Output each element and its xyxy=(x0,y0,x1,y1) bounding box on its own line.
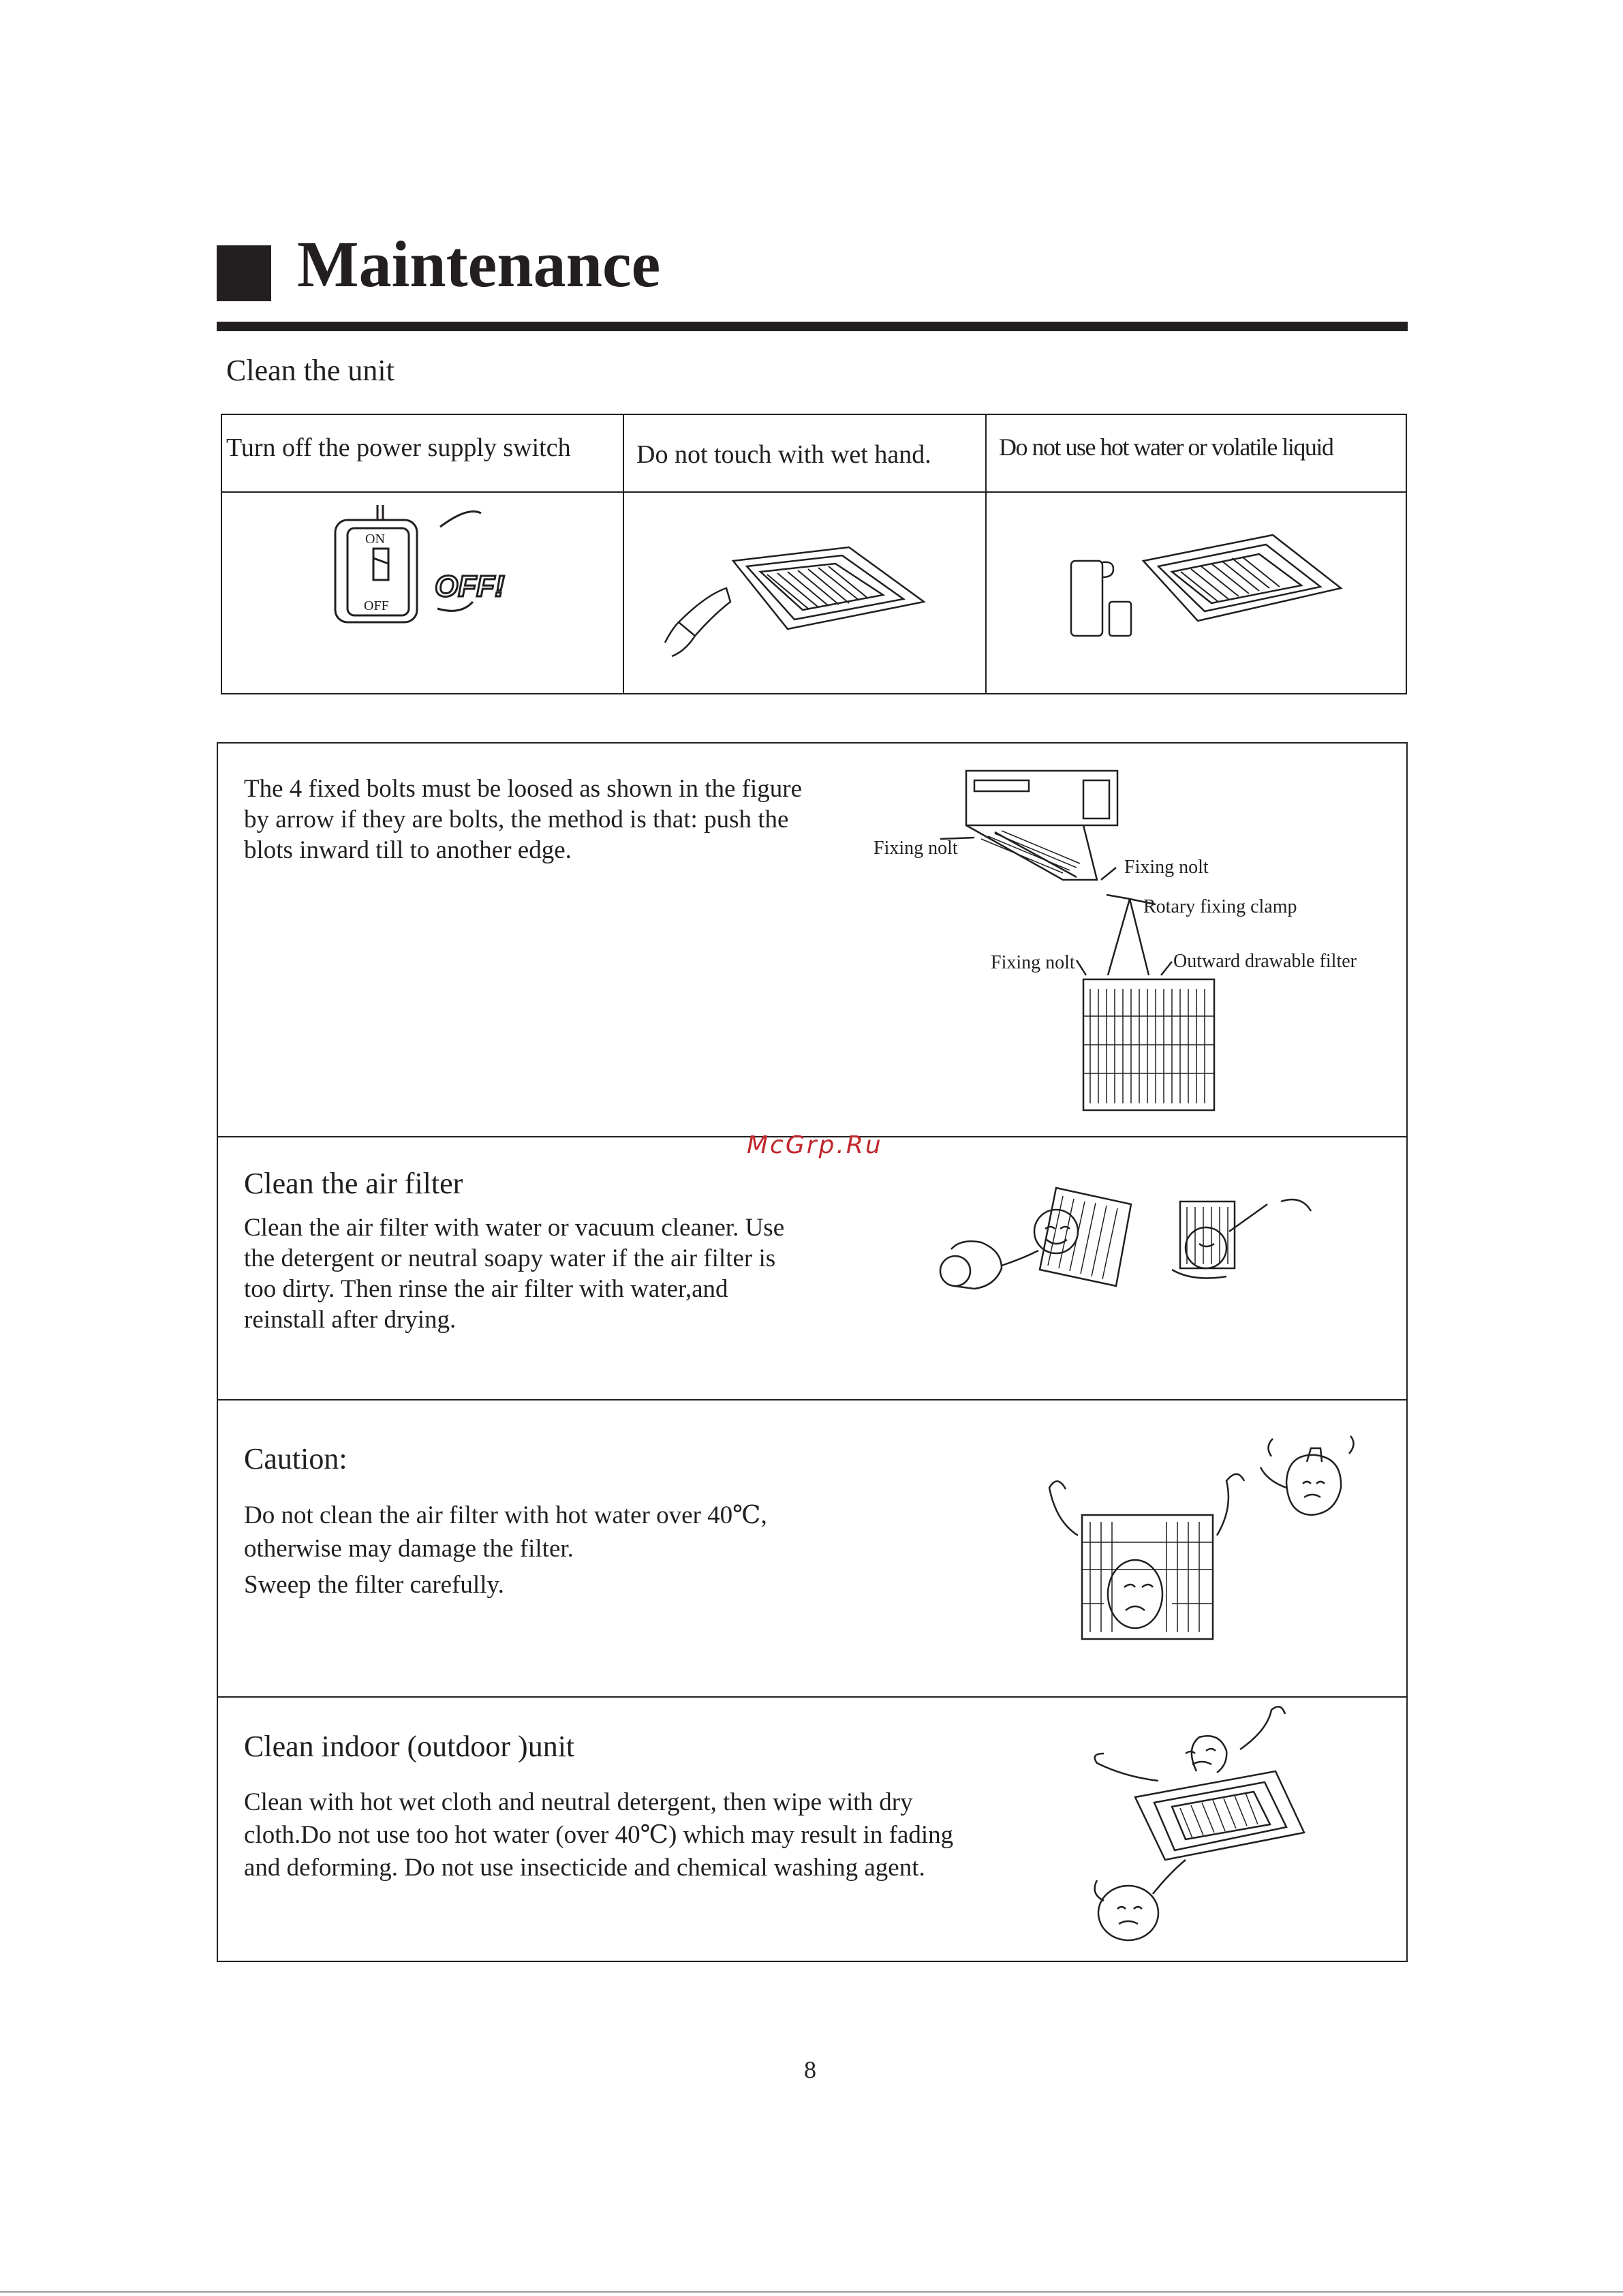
label-fixing-nolt: Fixing nolt xyxy=(991,952,1075,973)
wet-hand-illustration xyxy=(624,493,985,694)
bolts-instructions: The 4 fixed bolts must be loosed as shown in the figure by arrow if they are bolts, the method is that: push the blots inward till to another edge. xyxy=(244,775,803,864)
indoor-unit-title: Clean indoor (outdoor )unit xyxy=(244,1730,575,1763)
bottle-icon xyxy=(987,493,1407,694)
caption-power-switch: Turn off the power supply switch xyxy=(226,433,571,462)
air-filter-instructions: Clean the air filter with water or vacuum cleaner. Use the detergent or neutral soapy water if the air filter is too dirty. Then rinse the air filter with water,and reinstall after drying. xyxy=(244,1214,785,1334)
caution-sweep-text: Sweep the filter carefully. xyxy=(244,1571,504,1599)
wiping-unit-illustration xyxy=(218,1696,1409,1962)
header-rule xyxy=(217,322,1408,331)
caution-text: Do not clean the air filter with hot water over 40℃, otherwise may damage the filter. xyxy=(244,1501,767,1563)
power-switch-illustration xyxy=(222,493,623,694)
caption-wet-hand: Do not touch with wet hand. xyxy=(636,440,931,469)
switch-on-label: ON xyxy=(365,532,385,547)
precautions-table xyxy=(221,414,1407,694)
watermark: McGrp.Ru xyxy=(747,1131,883,1159)
header-square-marker xyxy=(217,245,271,301)
label-fixing-nolt: Fixing nolt xyxy=(1124,857,1209,878)
off-callout: OFF! xyxy=(435,570,505,603)
indoor-unit-instructions: Clean with hot wet cloth and neutral detergent, then wipe with dry cloth.Do not use too hot water (over 40℃) which may result in fading and deforming. Do not use insecticide and chemical washing agent. xyxy=(244,1788,954,1882)
maintenance-box xyxy=(217,742,1408,1962)
hot-kettle-illustration xyxy=(218,1399,1409,1696)
page-bottom-edge xyxy=(0,2291,1623,2293)
vacuum-cleaner-illustration xyxy=(218,1136,1409,1399)
page-number: 8 xyxy=(804,2056,816,2083)
label-rotary-fixing-clamp: Rotary fixing clamp xyxy=(1143,896,1297,917)
switch-off-label: OFF xyxy=(364,598,389,613)
air-filter-title: Clean the air filter xyxy=(244,1167,463,1200)
power-switch-icon xyxy=(222,493,623,694)
caution-title: Caution: xyxy=(244,1442,347,1475)
wet-hand-icon xyxy=(624,493,985,694)
label-outward-drawable-filter: Outward drawable filter xyxy=(1173,951,1357,972)
label-fixing-nolt: Fixing nolt xyxy=(874,838,958,859)
hot-water-illustration xyxy=(987,493,1407,694)
filter-removal-diagram xyxy=(218,744,1409,1136)
section-subheading: Clean the unit xyxy=(226,354,395,387)
page-title: Maintenance xyxy=(297,228,661,301)
caption-hot-water: Do not use hot water or volatile liquid xyxy=(999,433,1333,461)
